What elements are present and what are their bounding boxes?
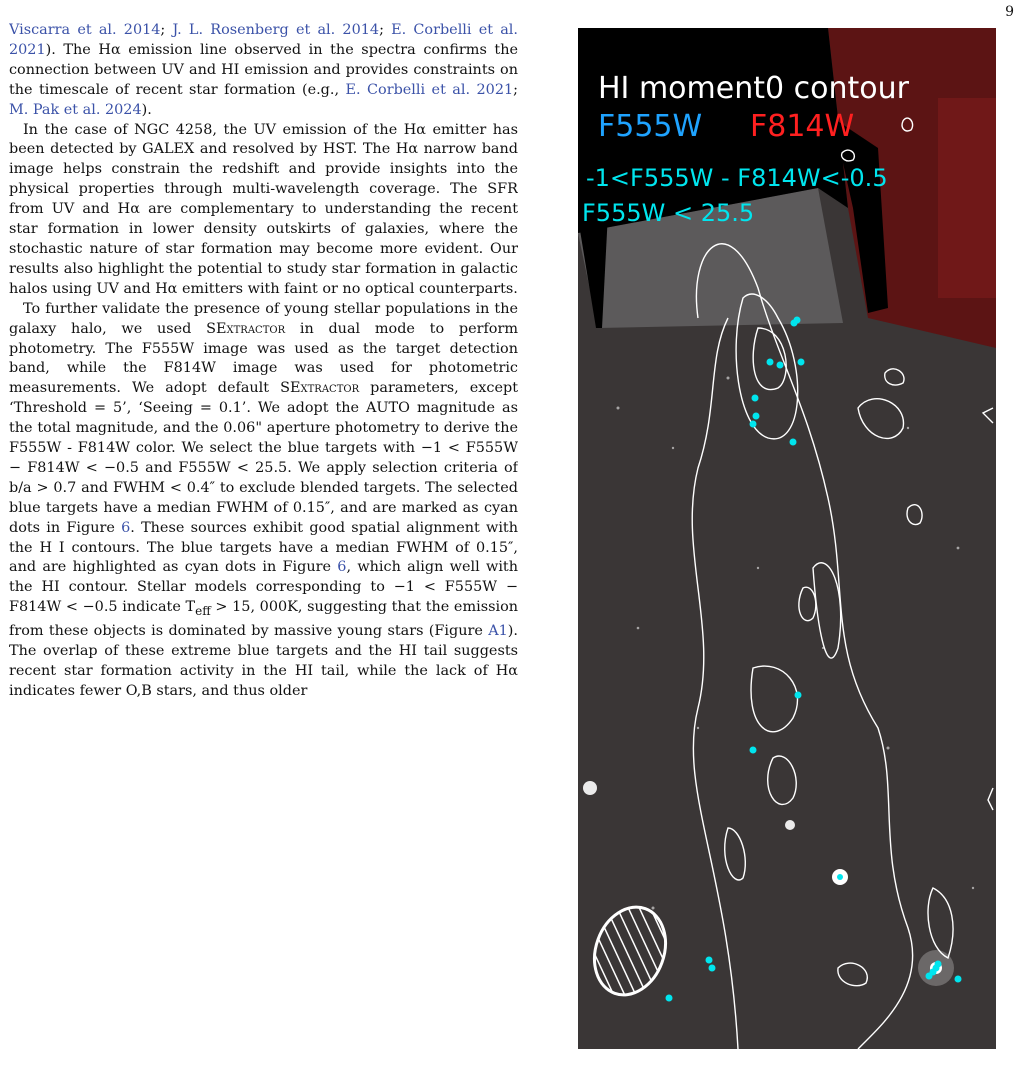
figure-label-mag-cut: F555W < 25.5 xyxy=(582,199,755,227)
paragraph-2 xyxy=(9,121,518,300)
citation-link[interactable]: A1 xyxy=(488,623,508,640)
text-run: parameters, except ‘Threshold = 5’, ‘Seeing = 0.1’. We adopt the AUTO magnitude as the total magnitude, and the 0.06" aperture photometry to derive the F555W - F814W color. We select the blue targets with −1 < F555W − F814W < −0.5 and F555W < 25.5. We apply selection criteria of b/a > 0.7 and FWHM < 0.4″ to exclude blended targets. The selected blue targets have a median FWHM of 0.15″, and are marked as cyan dots in Figure xyxy=(9,380,518,536)
text-run: . These sources exhibit good spatial alignment with the H I contours. The blue targets have a median FWHM of 0.15″, and are highlighted as cyan dots in Figure xyxy=(9,519,518,576)
text-run: ). The Hα emission line observed in the spectra confirms the connection between UV and HI emission and provides constraints on the timescale of recent star formation (e.g., xyxy=(9,41,518,98)
text-run: In the case of NGC 4258, the UV emission of the Hα emitter has been detected by GALEX and resolved by HST. The Hα narrow band image helps constrain the redshift and provide insights into the physical properties through multi-wavelength coverage. The SFR from UV and Hα are complementary to understanding the recent star formation in lower density outskirts of galaxies, where the stochastic nature of star formation may become more evident. Our results also highlight the potential to study star formation in galactic halos using UV and Hα emitters with faint or no optical counterparts. xyxy=(9,121,518,297)
text-run: in dual mode to perform photometry. The F555W image was used as the target detection band, while the F814W image was used for photometric measurements. We adopt default xyxy=(9,320,518,397)
text-run: ; xyxy=(379,22,392,38)
citation-link[interactable]: 6 xyxy=(121,519,131,536)
paragraph-3 xyxy=(9,300,518,702)
citation-link[interactable]: E. Corbelli et al. 2021 xyxy=(345,81,514,98)
citation-link[interactable]: J. L. Rosenberg et al. 2014 xyxy=(172,22,380,38)
figure-label-f555w: F555W xyxy=(598,109,703,144)
text-run: ). The overlap of these extreme blue targets and the HI tail suggests recent star formation activity in the HI tail, while the lack of Hα indicates fewer O,B stars, and thus older xyxy=(9,623,518,699)
text-run: ). xyxy=(141,101,152,118)
text-run: > 15, 000K, suggesting that the emission from these objects is dominated by massive young stars (Figure xyxy=(9,599,518,640)
figure-svg xyxy=(578,28,996,1049)
text-run: , which align well with the HI contour. Stellar models corresponding to −1 < F555W − F814W < −0.5 indicate T xyxy=(9,559,518,616)
figure-hst-image xyxy=(578,28,996,1049)
page-number: 9 xyxy=(1005,4,1014,20)
text-run: ; xyxy=(160,22,173,38)
text-run: To further validate the presence of young stellar populations in the galaxy halo, we used xyxy=(9,300,518,337)
citation-link[interactable]: 6 xyxy=(337,559,347,576)
figure-label-f814w: F814W xyxy=(750,109,855,144)
citation-link[interactable]: M. Pak et al. 2024 xyxy=(9,101,142,118)
text-run: ; xyxy=(513,81,518,98)
citation-link[interactable]: E. Corbelli et al. 2021 xyxy=(9,22,518,58)
figure-label-color-cut: -1<F555W - F814W<-0.5 xyxy=(586,164,888,192)
software-name: SExtractor xyxy=(206,320,286,337)
text-run: eff xyxy=(195,604,211,619)
body-text-column xyxy=(9,21,518,1084)
software-name: SExtractor xyxy=(280,380,360,397)
paragraph-1 xyxy=(9,21,518,121)
figure-label-hi-contour: HI moment0 contour xyxy=(598,71,909,106)
citation-link[interactable]: Viscarra et al. 2014 xyxy=(9,22,161,38)
